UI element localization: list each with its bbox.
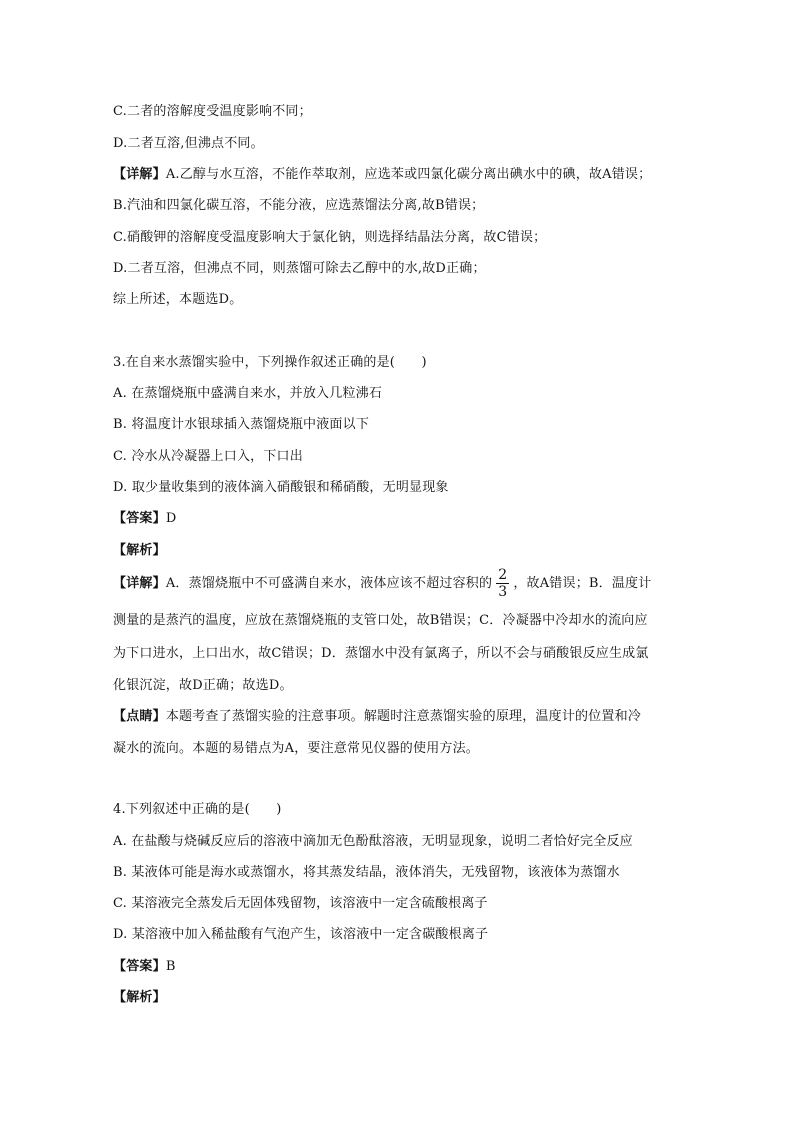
q4-analysis-tag: 【解析】 — [113, 990, 166, 1005]
q3-stem: 3.在自来水蒸馏实验中，下列操作叙述正确的是( ) — [113, 355, 427, 370]
q4-option-a: A. 在盐酸与烧碱反应后的溶液中滴加无色酚酞溶液，无明显现象，说明二者恰好完全反应 — [113, 834, 633, 849]
answer-tag: 【答案】 — [113, 959, 166, 974]
answer-value: B — [165, 959, 176, 974]
point-tag: 【点睛】 — [113, 709, 166, 724]
q4-stem: 4.下列叙述中正确的是( ) — [113, 802, 282, 817]
prev-summary: 综上所述，本题选D。 — [113, 292, 243, 307]
prev-option-d: D.二者互溶,但沸点不同。 — [113, 136, 264, 151]
q3-option-d: D. 取少量收集到的液体滴入硝酸银和稀硝酸，无明显现象 — [113, 480, 449, 495]
prev-detail-d: D.二者互溶，但沸点不同，则蒸馏可除去乙醇中的水,故D正确； — [113, 261, 486, 276]
prev-detail-b: B.汽油和四氯化碳互溶，不能分液，应选蒸馏法分离,故B错误； — [113, 198, 485, 213]
q4-option-c: C. 某溶液完全蒸发后无固体残留物，该溶液中一定含硫酸根离子 — [113, 896, 488, 911]
q3-answer — [113, 509, 176, 529]
q3-detail-line-4: 化银沉淀，故D正确；故选D。 — [113, 678, 293, 693]
q3-point-line-1 — [113, 707, 641, 727]
detail-a-text: A.乙醇与水互溶，不能作萃取剂，应选苯或四氯化碳分离出碘水中的碘，故A错误； — [165, 167, 652, 182]
prev-detail-a — [113, 165, 651, 185]
fraction-two-thirds — [496, 567, 509, 600]
q3-option-c: C. 冷水从冷凝器上口入，下口出 — [113, 449, 303, 464]
prev-detail-c: C.硝酸钾的溶解度受温度影响大于氯化钠，则选择结晶法分离，故C错误； — [113, 230, 547, 245]
q4-answer — [113, 957, 176, 977]
q3-detail-line-1 — [113, 566, 651, 602]
answer-tag: 【答案】 — [113, 511, 166, 526]
q3-detail-line-3: 为下口进水，上口出水，故C错误；D．蒸馏水中没有氯离子，所以不会与硝酸银反应生成氯 — [113, 646, 649, 661]
q3-option-a: A. 在蒸馏烧瓶中盛满自来水，并放入几粒沸石 — [113, 386, 383, 401]
q3-option-b: B. 将温度计水银球插入蒸馏烧瓶中液面以下 — [113, 417, 370, 432]
prev-option-c: C.二者的溶解度受温度影响不同； — [113, 104, 312, 119]
point-text-1: 本题考查了蒸馏实验的注意事项。解题时注意蒸馏实验的原理，温度计的位置和冷 — [165, 709, 642, 724]
fraction-numerator: 2 — [498, 567, 508, 583]
detail-text-1b: ，故A错误；B．温度计 — [513, 576, 652, 591]
q3-detail-line-2: 测量的是蒸汽的温度，应放在蒸馏烧瓶的支管口处，故B错误；C．冷凝器中冷却水的流向应 — [113, 613, 648, 628]
detail-text-1a: A．蒸馏烧瓶中不可盛满自来水，液体应该不超过容积的 — [165, 576, 493, 591]
q3-point-line-2: 凝水的流向。本题的易错点为A，要注意常见仪器的使用方法。 — [113, 741, 479, 756]
q4-option-b: B. 某液体可能是海水或蒸馏水，将其蒸发结晶，液体消失，无残留物，该液体为蒸馏水 — [113, 865, 620, 880]
detail-tag: 【详解】 — [113, 167, 166, 182]
answer-value: D — [165, 511, 177, 526]
q4-option-d: D. 某溶液中加入稀盐酸有气泡产生，该溶液中一定含碳酸根离子 — [113, 927, 489, 942]
fraction-denominator: 3 — [498, 584, 508, 600]
detail-tag: 【详解】 — [113, 576, 166, 591]
q3-analysis-tag: 【解析】 — [113, 543, 166, 558]
